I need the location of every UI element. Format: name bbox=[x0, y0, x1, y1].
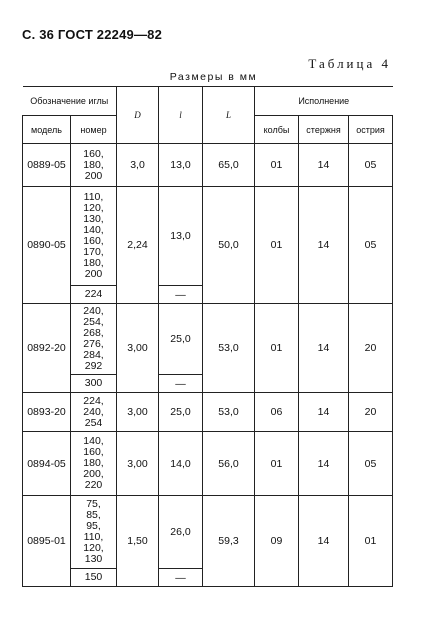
col-l: l bbox=[159, 87, 203, 144]
cell-D: 3,00 bbox=[117, 304, 159, 393]
cell-L: 53,0 bbox=[203, 304, 255, 393]
col-bulb: колбы bbox=[255, 116, 299, 144]
table-title: Таблица 4 bbox=[308, 56, 391, 71]
table-row bbox=[23, 393, 393, 432]
col-shank: стержня bbox=[299, 116, 349, 144]
cell-bulb: 01 bbox=[255, 304, 299, 393]
table-row bbox=[23, 187, 393, 286]
cell-D: 2,24 bbox=[117, 187, 159, 304]
number-value: 276, bbox=[83, 338, 104, 350]
cell-D: 3,0 bbox=[117, 144, 159, 187]
cell-L: 65,0 bbox=[203, 144, 255, 187]
cell-bulb: 09 bbox=[255, 496, 299, 587]
cell-numbers bbox=[71, 187, 117, 286]
cell-shank: 14 bbox=[299, 432, 349, 496]
cell-point: 05 bbox=[349, 187, 393, 304]
col-model: модель bbox=[23, 116, 71, 144]
col-point: острия bbox=[349, 116, 393, 144]
number-value: 200 bbox=[84, 169, 103, 182]
number-value: 160, bbox=[83, 446, 104, 458]
cell-numbers bbox=[71, 393, 117, 432]
number-value: 120, bbox=[83, 542, 104, 554]
number-value: 85, bbox=[86, 509, 101, 521]
table-row bbox=[23, 496, 393, 569]
cell-l: 13,0 bbox=[159, 144, 203, 187]
table-row bbox=[23, 432, 393, 496]
cell-point: 01 bbox=[349, 496, 393, 587]
cell-numbers bbox=[71, 432, 117, 496]
cell-L: 50,0 bbox=[203, 187, 255, 304]
number-value: 240, bbox=[83, 405, 104, 418]
cell-numbers bbox=[71, 375, 117, 393]
number-value: 150 bbox=[84, 571, 103, 583]
number-value: 130 bbox=[84, 553, 103, 565]
number-value: 254, bbox=[83, 316, 104, 328]
number-value: 110, bbox=[83, 531, 104, 543]
cell-model: 0894-05 bbox=[23, 432, 71, 496]
cell-point: 20 bbox=[349, 304, 393, 393]
number-value: 268, bbox=[83, 327, 104, 339]
page-header: С. 36 ГОСТ 22249—82 bbox=[22, 27, 163, 42]
cell-L: 56,0 bbox=[203, 432, 255, 496]
cell-numbers bbox=[71, 496, 117, 569]
number-value: 170, bbox=[83, 246, 104, 258]
number-value: 180, bbox=[83, 257, 104, 269]
cell-D: 3,00 bbox=[117, 393, 159, 432]
table-row bbox=[23, 144, 393, 187]
col-number: номер bbox=[71, 116, 117, 144]
number-value: 240, bbox=[83, 305, 104, 317]
number-value: 224, bbox=[83, 394, 104, 407]
number-value: 140, bbox=[83, 435, 104, 447]
cell-l: 25,0 bbox=[159, 304, 203, 375]
col-execution: Исполнение bbox=[255, 87, 393, 116]
number-value: 224 bbox=[84, 288, 103, 300]
number-value: 200, bbox=[83, 468, 104, 480]
cell-L: 53,0 bbox=[203, 393, 255, 432]
cell-numbers bbox=[71, 286, 117, 304]
cell-shank: 14 bbox=[299, 144, 349, 187]
table-row bbox=[23, 304, 393, 375]
cell-bulb: 01 bbox=[255, 187, 299, 304]
cell-numbers bbox=[71, 144, 117, 187]
cell-model: 0890-05 bbox=[23, 187, 71, 304]
cell-shank: 14 bbox=[299, 496, 349, 587]
col-D: D bbox=[117, 87, 159, 144]
cell-l: — bbox=[159, 286, 203, 304]
spec-table bbox=[22, 86, 393, 587]
number-value: 140, bbox=[83, 224, 104, 236]
cell-point: 05 bbox=[349, 432, 393, 496]
cell-bulb: 06 bbox=[255, 393, 299, 432]
cell-shank: 14 bbox=[299, 304, 349, 393]
number-value: 120, bbox=[83, 202, 104, 214]
cell-l: — bbox=[159, 569, 203, 587]
cell-bulb: 01 bbox=[255, 144, 299, 187]
number-value: 284, bbox=[83, 349, 104, 361]
number-value: 160, bbox=[83, 147, 104, 160]
number-value: 220 bbox=[84, 479, 103, 491]
col-designation: Обозначение иглы bbox=[23, 87, 117, 116]
cell-l: 14,0 bbox=[159, 432, 203, 496]
cell-l: 26,0 bbox=[159, 496, 203, 569]
cell-l: 25,0 bbox=[159, 393, 203, 432]
number-value: 200 bbox=[84, 268, 103, 280]
number-value: 180, bbox=[83, 457, 104, 469]
cell-point: 20 bbox=[349, 393, 393, 432]
number-value: 300 bbox=[84, 377, 103, 389]
cell-L: 59,3 bbox=[203, 496, 255, 587]
number-value: 180, bbox=[83, 158, 104, 171]
cell-l: 13,0 bbox=[159, 187, 203, 286]
cell-point: 05 bbox=[349, 144, 393, 187]
number-value: 95, bbox=[86, 520, 101, 532]
number-value: 110, bbox=[83, 191, 104, 203]
cell-model: 0889-05 bbox=[23, 144, 71, 187]
cell-shank: 14 bbox=[299, 187, 349, 304]
cell-numbers bbox=[71, 304, 117, 375]
units-caption: Размеры в мм bbox=[169, 71, 258, 83]
cell-D: 3,00 bbox=[117, 432, 159, 496]
table-body bbox=[23, 144, 393, 587]
cell-l: — bbox=[159, 375, 203, 393]
number-value: 254 bbox=[84, 416, 103, 429]
table-head bbox=[23, 87, 393, 144]
number-value: 160, bbox=[83, 235, 104, 247]
cell-D: 1,50 bbox=[117, 496, 159, 587]
cell-numbers bbox=[71, 569, 117, 587]
number-value: 75, bbox=[86, 498, 101, 510]
number-value: 292 bbox=[84, 360, 103, 372]
cell-shank: 14 bbox=[299, 393, 349, 432]
col-L: L bbox=[203, 87, 255, 144]
cell-model: 0893-20 bbox=[23, 393, 71, 432]
number-value: 130, bbox=[83, 213, 104, 225]
cell-bulb: 01 bbox=[255, 432, 299, 496]
cell-model: 0895-01 bbox=[23, 496, 71, 587]
cell-model: 0892-20 bbox=[23, 304, 71, 393]
